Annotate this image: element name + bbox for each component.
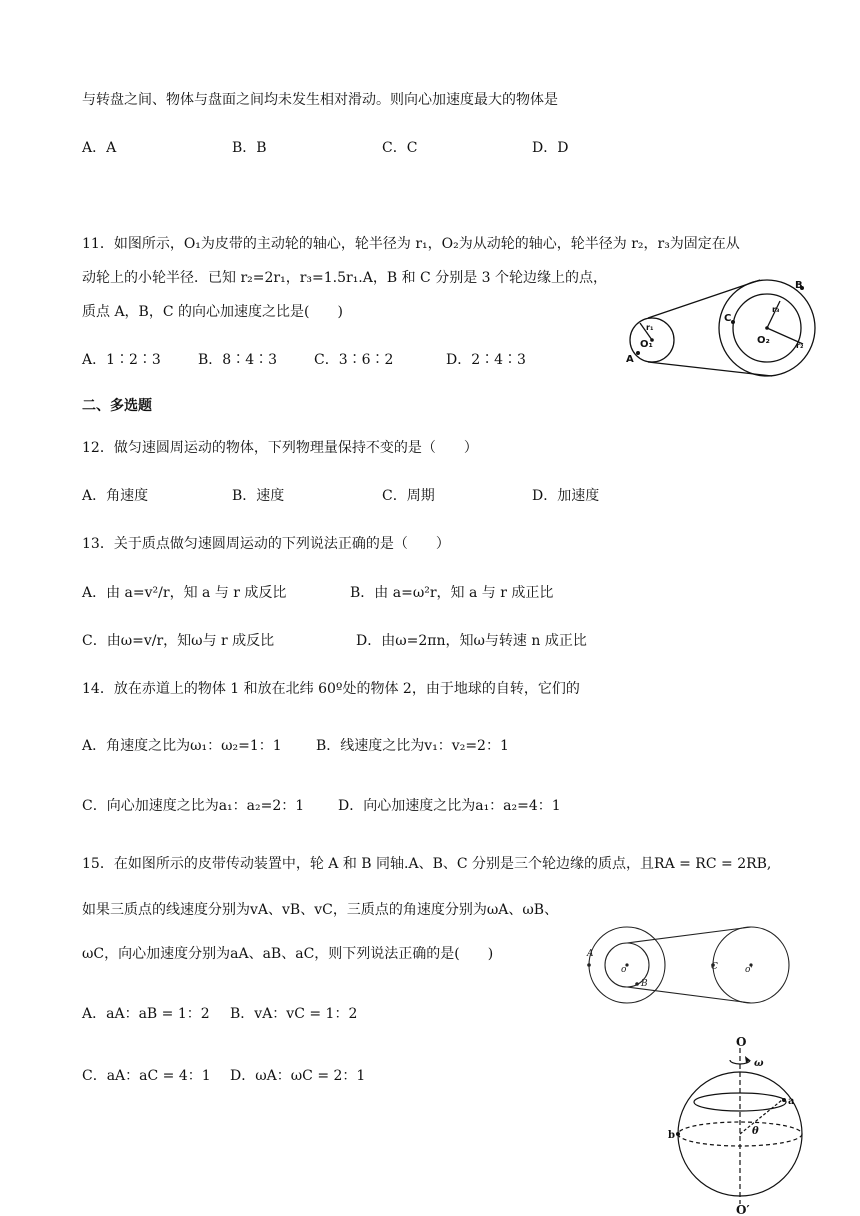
q13-option-b: B．由 a=ω²r，知 a 与 r 成正比 xyxy=(350,585,554,601)
q11-label-a: A xyxy=(626,354,634,365)
q14-option-d: D．向心加速度之比为a₁：a₂=4：1 xyxy=(338,798,561,814)
q15-line-3: ωC，向心加速度分别为aA、aB、aC，则下列说法正确的是( ) xyxy=(82,946,494,962)
q14-stem: 14．放在赤道上的物体 1 和放在北纬 60º处的物体 2，由于地球的自转，它们的 xyxy=(82,681,580,697)
q10-option-d: D．D xyxy=(532,140,569,156)
q11-line-3: 质点 A，B，C 的向心加速度之比是( ) xyxy=(82,304,343,320)
q14-option-b: B．线速度之比为v₁：v₂=2：1 xyxy=(316,738,509,754)
q11-label-r1: r₁ xyxy=(646,323,654,332)
q11-option-b: B．8∶4∶3 xyxy=(198,352,278,368)
q11-label-c: C xyxy=(724,313,732,324)
q13-option-a: A．由 a=v²/r，知 a 与 r 成反比 xyxy=(82,585,287,601)
q15-label-a: A xyxy=(587,949,594,959)
q11-label-b: B xyxy=(795,280,803,291)
q12-option-c: C．周期 xyxy=(382,488,435,504)
q15-label-b: B xyxy=(641,979,648,989)
q15-option-c: C．aA：aC = 4：1 xyxy=(82,1068,211,1084)
q11-line-2: 动轮上的小轮半径．已知 r₂=2r₁，r₃=1.5r₁.A，B 和 C 分别是 3 个轮边缘上的点， xyxy=(82,270,608,286)
q15-line-1: 15．在如图所示的皮带传动装置中，轮 A 和 B 同轴.A、B、C 分别是三个轮边缘的质点，且RA = RC = 2RB, xyxy=(82,856,772,872)
q15-label-c: C xyxy=(711,962,718,972)
globe-label-a: a xyxy=(788,1096,795,1107)
belt-drive-figure-q15 xyxy=(585,920,800,1010)
globe-label-omega: ω xyxy=(754,1058,764,1069)
q15-option-d: D．ωA：ωC = 2：1 xyxy=(230,1068,366,1084)
section-title-multiple-choice: 二、多选题 xyxy=(82,398,152,414)
globe-label-theta: θ xyxy=(752,1126,759,1137)
q11-label-r2: r₂ xyxy=(796,341,804,350)
q15-option-b: B．vA：vC = 1：2 xyxy=(230,1006,358,1022)
q10-option-a: A．A xyxy=(82,140,117,156)
globe-rotation-figure xyxy=(660,1034,820,1216)
q11-option-a: A．1∶2∶3 xyxy=(82,352,161,368)
q12-option-a: A．角速度 xyxy=(82,488,149,504)
q13-option-d: D．由ω=2πn，知ω与转速 n 成正比 xyxy=(356,633,587,649)
globe-label-b: b xyxy=(668,1130,675,1141)
q15-label-o-prime: o' xyxy=(745,965,753,975)
q10-stem-tail: 与转盘之间、物体与盘面之间均未发生相对滑动。则向心加速度最大的物体是 xyxy=(82,92,558,108)
q14-option-a: A．角速度之比为ω₁：ω₂=1：1 xyxy=(82,738,282,754)
q15-option-a: A．aA：aB = 1：2 xyxy=(82,1006,210,1022)
q12-option-b: B．速度 xyxy=(232,488,285,504)
q10-option-c: C．C xyxy=(382,140,418,156)
q11-label-o1: O₁ xyxy=(640,339,653,350)
q15-line-2: 如果三质点的线速度分别为vA、vB、vC，三质点的角速度分别为ωA、ωB、 xyxy=(82,902,559,918)
globe-label-o-prime: O′ xyxy=(736,1203,750,1216)
globe-label-o: O xyxy=(736,1035,747,1049)
q14-option-c: C．向心加速度之比为a₁：a₂=2：1 xyxy=(82,798,305,814)
belt-top xyxy=(648,280,760,318)
q10-option-b: B．B xyxy=(232,140,267,156)
q13-stem: 13．关于质点做匀速圆周运动的下列说法正确的是（ ） xyxy=(82,536,450,552)
q11-label-o2: O₂ xyxy=(757,335,770,346)
q11-line-1: 11．如图所示，O₁为皮带的主动轮的轴心，轮半径为 r₁，O₂为从动轮的轴心，轮半径为 r₂，r₃为固定在从 xyxy=(82,236,740,252)
belt-pulley-figure-q11 xyxy=(620,272,830,382)
q11-option-d: D．2∶4∶3 xyxy=(446,352,526,368)
q15-label-o: o xyxy=(621,965,627,975)
q11-label-r3: r₃ xyxy=(772,305,780,314)
q13-option-c: C．由ω=v/r，知ω与 r 成反比 xyxy=(82,633,275,649)
q11-option-c: C．3∶6∶2 xyxy=(314,352,394,368)
belt-bottom xyxy=(648,362,772,376)
q12-stem: 12．做匀速圆周运动的物体，下列物理量保持不变的是（ ） xyxy=(82,440,478,456)
q12-option-d: D．加速度 xyxy=(532,488,600,504)
